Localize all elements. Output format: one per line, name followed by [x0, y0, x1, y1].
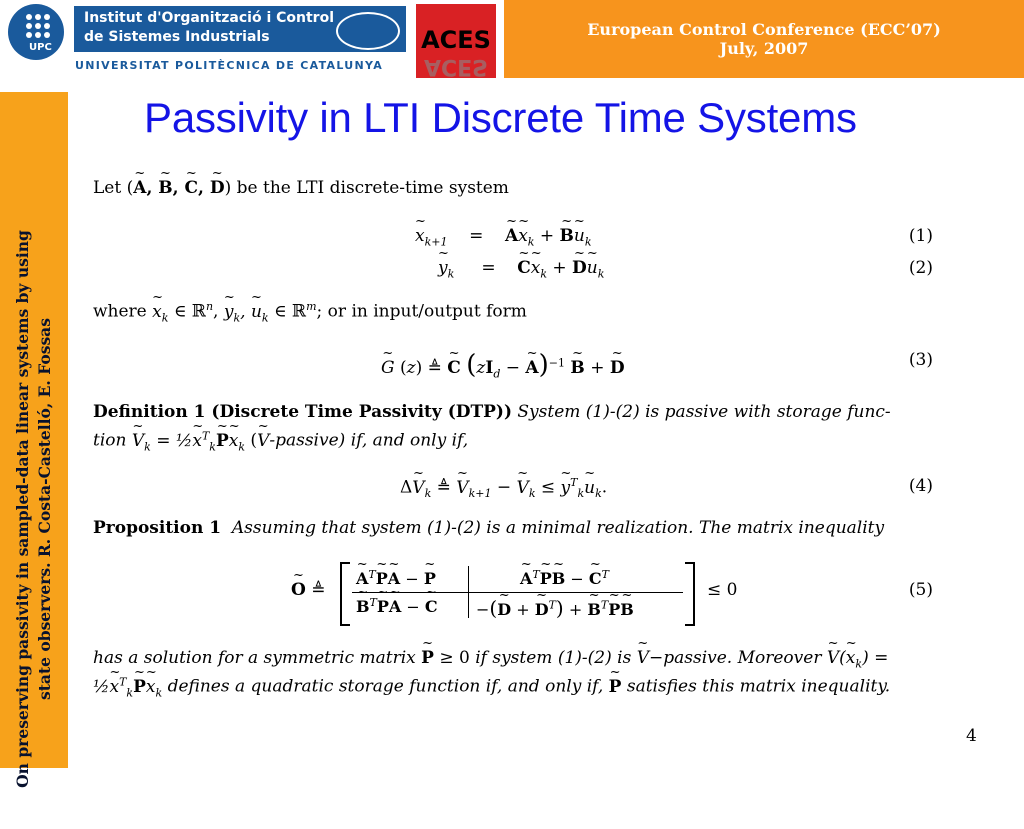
conclusion-text-1a: has a solution for a symmetric matrix — [93, 648, 416, 668]
aces-logo-reflection: ACES — [423, 54, 489, 79]
conclusion-text-1b: if system (1)-(2) is — [475, 648, 632, 668]
header-banner — [0, 0, 1024, 80]
proposition-text: Assuming that system (1)-(2) is a minimal realization. The matrix inequality — [231, 518, 885, 538]
where-suffix: ; or in input/output form — [316, 301, 527, 322]
institute-name-line1: Institut d'Organització i Control — [84, 10, 334, 26]
equation-3-number: (3) — [908, 350, 933, 370]
definition-line-2: tion ~ $V_k$ = ½~ $x^T_k\sim$ P~ $x_k$ (~ V-passive) if, and only if, — [93, 429, 468, 453]
conference-name: European Control Conference (ECC’07) — [587, 20, 941, 39]
matrix-left-bracket — [340, 562, 350, 626]
definition-line-1 — [93, 402, 891, 422]
proposition-line — [93, 518, 884, 538]
definition-label: Definition 1 (Discrete Time Passivity (DTP)) — [93, 402, 512, 422]
matrix-O-label: ~ O ≜ — [291, 580, 325, 600]
equation-3: ~ G (z) ≜ ~ C ($zI_d$ − ~ A)$^{-1}$ ~ B + ~ D (3) — [381, 350, 933, 380]
university-name: UNIVERSITAT POLITÈCNICA DE CATALUNYA — [75, 59, 384, 72]
page-number: 4 — [966, 726, 977, 746]
intro-line: Let (~ A, ~ B, ~ C, ~ D) be the LTI discrete-time system — [93, 178, 509, 198]
equation-5-tail: ≤ 0 (5) — [707, 580, 933, 600]
where-prefix: where — [93, 301, 147, 322]
definition-text-2b: -passive) if, and only if, — [269, 430, 469, 451]
matrix-cell-22: −(~ D + ~ $D^T$) + ~ $B^T\sim$ P~ B — [476, 596, 634, 620]
upc-logo — [8, 4, 64, 60]
matrix-cell-12: ~ $A^T\sim$ P~ B − ~ $C^T$ — [520, 568, 609, 588]
matrix-cell-21: ~ $B^T\sim$ P~ A − ~ C — [356, 596, 438, 616]
equation-4: Δ~ $V_k$ ≜ ~ $V_{k+1}$ − ~ $V_k$ ≤ ~ $y^T_k\sim$ $u_k$. (4) — [400, 476, 933, 500]
ioc-mark-icon — [336, 12, 400, 50]
conclusion-line-1: has a solution for a symmetric matrix ~ P ≥ 0 if system (1)-(2) is ~ V−passive. Moreover ~ V(~ $x_k$) = — [93, 648, 888, 670]
intro-suffix: be the LTI discrete-time system — [236, 178, 509, 198]
sidebar-line-2: state observers. R. Costa-Castelló, E. Fossas — [35, 318, 54, 700]
sidebar-line-1: On preserving passivity in sampled-data linear systems by using — [13, 230, 32, 788]
equation-2: ~ $y_k$ = ~ C~ $x_k$ + ~ D~ $u_k$ (2) — [438, 258, 933, 280]
proposition-label: Proposition 1 — [93, 518, 222, 538]
conference-banner — [504, 0, 1024, 78]
equation-4-number: (4) — [908, 476, 933, 496]
conclusion-text-2b: satisfies this matrix inequality. — [626, 676, 891, 697]
aces-logo — [416, 4, 496, 78]
aces-logo-text: ACES — [421, 26, 491, 54]
equation-1-number: (1) — [908, 226, 933, 246]
conclusion-line-2: ½~ $x^T_k\sim$ P~ $x_k$ defines a quadratic storage function if, and only if, ~ P satisfies this matrix inequality. — [93, 675, 890, 699]
conclusion-text-1c: −passive. Moreover — [648, 648, 822, 668]
equation-1: ~ $x_{k+1}$ = ~ A~ $x_k$ + ~ B~ $u_k$ (1) — [415, 226, 933, 248]
slide-title: Passivity in LTI Discrete Time Systems — [144, 94, 857, 141]
equation-5-number: (5) — [908, 580, 933, 600]
equation-2-number: (2) — [908, 258, 933, 278]
institute-logo — [74, 6, 406, 52]
institute-name-line2: de Sistemes Industrials — [84, 29, 270, 45]
matrix-right-bracket — [685, 562, 695, 626]
conference-date: July, 2007 — [719, 39, 809, 58]
sidebar-paper-title — [12, 189, 56, 829]
sidebar — [0, 92, 68, 788]
upc-logo-text: UPC — [29, 42, 52, 53]
matrix-cell-11: ~ $A^T\sim$ P~ A − ~ P — [356, 568, 436, 588]
definition-text-1: System (1)-(2) is passive with storage func- — [517, 402, 891, 422]
conclusion-text-2a: defines a quadratic storage function if, and only if, — [167, 676, 604, 697]
intro-prefix: Let — [93, 178, 122, 198]
definition-text-2a: tion — [93, 430, 127, 451]
where-line: where ~ $x_k$ ∈ ℝ$^n$, ~ $y_k$, ~ $u_k$ ∈ ℝ$^m$; or in input/output form — [93, 300, 527, 324]
matrix-inequality — [340, 562, 695, 622]
